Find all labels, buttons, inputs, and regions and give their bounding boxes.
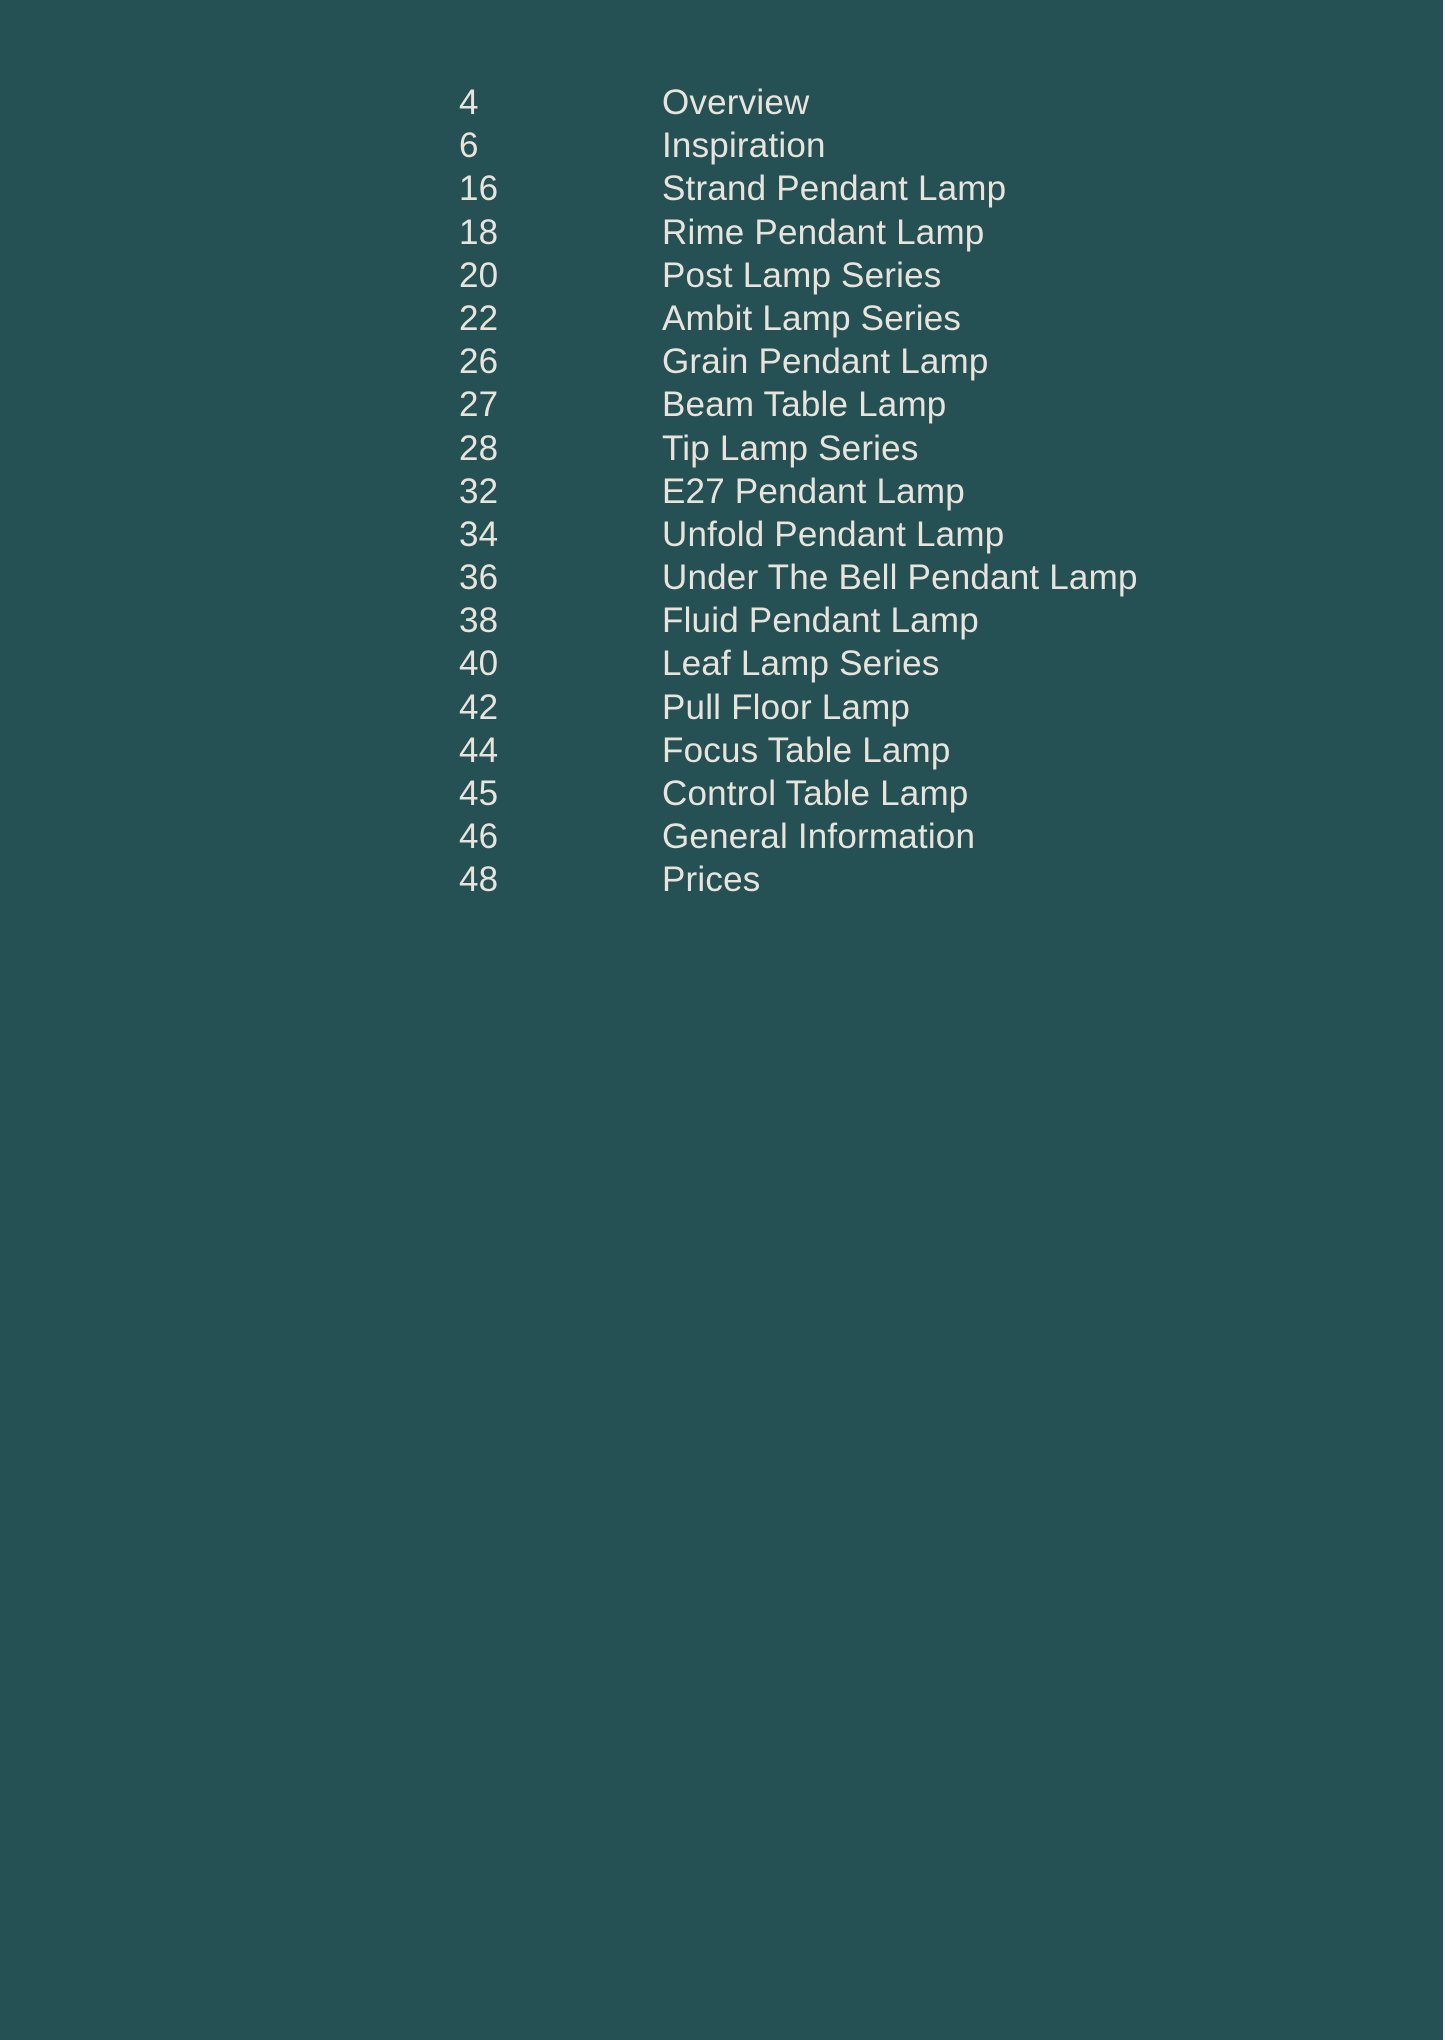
toc-title: Post Lamp Series [662, 255, 942, 295]
toc-page-number: 42 [459, 687, 499, 727]
toc-page-number: 34 [459, 514, 499, 554]
table-of-contents [459, 81, 1359, 902]
toc-title: Focus Table Lamp [662, 730, 951, 770]
toc-page-number: 28 [459, 428, 499, 468]
toc-entry [459, 815, 1359, 858]
toc-title: Strand Pendant Lamp [662, 169, 1007, 209]
toc-page-number: 4 [459, 83, 479, 122]
toc-title: Leaf Lamp Series [662, 644, 940, 684]
toc-entry [459, 772, 1359, 815]
toc-page-number: 46 [459, 817, 499, 857]
toc-entry [459, 124, 1359, 167]
toc-page-number: 40 [459, 644, 499, 684]
toc-entry [459, 427, 1359, 470]
toc-page-number: 44 [459, 730, 499, 770]
toc-title: Control Table Lamp [662, 774, 969, 813]
toc-page-number: 18 [459, 212, 499, 252]
toc-entry [459, 556, 1359, 599]
toc-entry [459, 297, 1359, 340]
toc-title: Beam Table Lamp [662, 385, 947, 425]
toc-entry [459, 211, 1359, 254]
toc-page-number: 26 [459, 342, 499, 382]
toc-title: Inspiration [662, 126, 826, 166]
toc-title: Ambit Lamp Series [662, 298, 962, 338]
toc-page-number: 32 [459, 471, 499, 511]
toc-page-number: 48 [459, 860, 499, 900]
toc-entry [459, 383, 1359, 426]
toc-entry [459, 729, 1359, 772]
toc-entry [459, 340, 1359, 383]
toc-title: Rime Pendant Lamp [662, 212, 985, 252]
toc-page-number: 20 [459, 255, 499, 295]
toc-page-number: 38 [459, 601, 499, 641]
toc-entry [459, 686, 1359, 729]
toc-page-number: 36 [459, 558, 499, 598]
toc-entry [459, 599, 1359, 642]
toc-page-number: 6 [459, 126, 479, 166]
toc-title: Under The Bell Pendant Lamp [662, 558, 1138, 598]
toc-page-number: 16 [459, 169, 499, 209]
toc-title: E27 Pendant Lamp [662, 471, 965, 511]
toc-entry [459, 470, 1359, 513]
toc-title: Pull Floor Lamp [662, 687, 911, 727]
toc-entry [459, 642, 1359, 685]
toc-page-number: 27 [459, 385, 499, 425]
toc-entry [459, 254, 1359, 297]
toc-title: General Information [662, 817, 976, 857]
toc-entry [459, 167, 1359, 210]
toc-page-number: 45 [459, 774, 499, 813]
toc-entry [459, 81, 1359, 124]
toc-title: Fluid Pendant Lamp [662, 601, 979, 641]
toc-title: Unfold Pendant Lamp [662, 514, 1005, 554]
toc-title: Prices [662, 860, 761, 900]
toc-title: Overview [662, 83, 810, 122]
toc-entry [459, 858, 1359, 901]
toc-entry [459, 513, 1359, 556]
toc-page-number: 22 [459, 298, 499, 338]
toc-title: Grain Pendant Lamp [662, 342, 989, 382]
toc-title: Tip Lamp Series [662, 428, 919, 468]
